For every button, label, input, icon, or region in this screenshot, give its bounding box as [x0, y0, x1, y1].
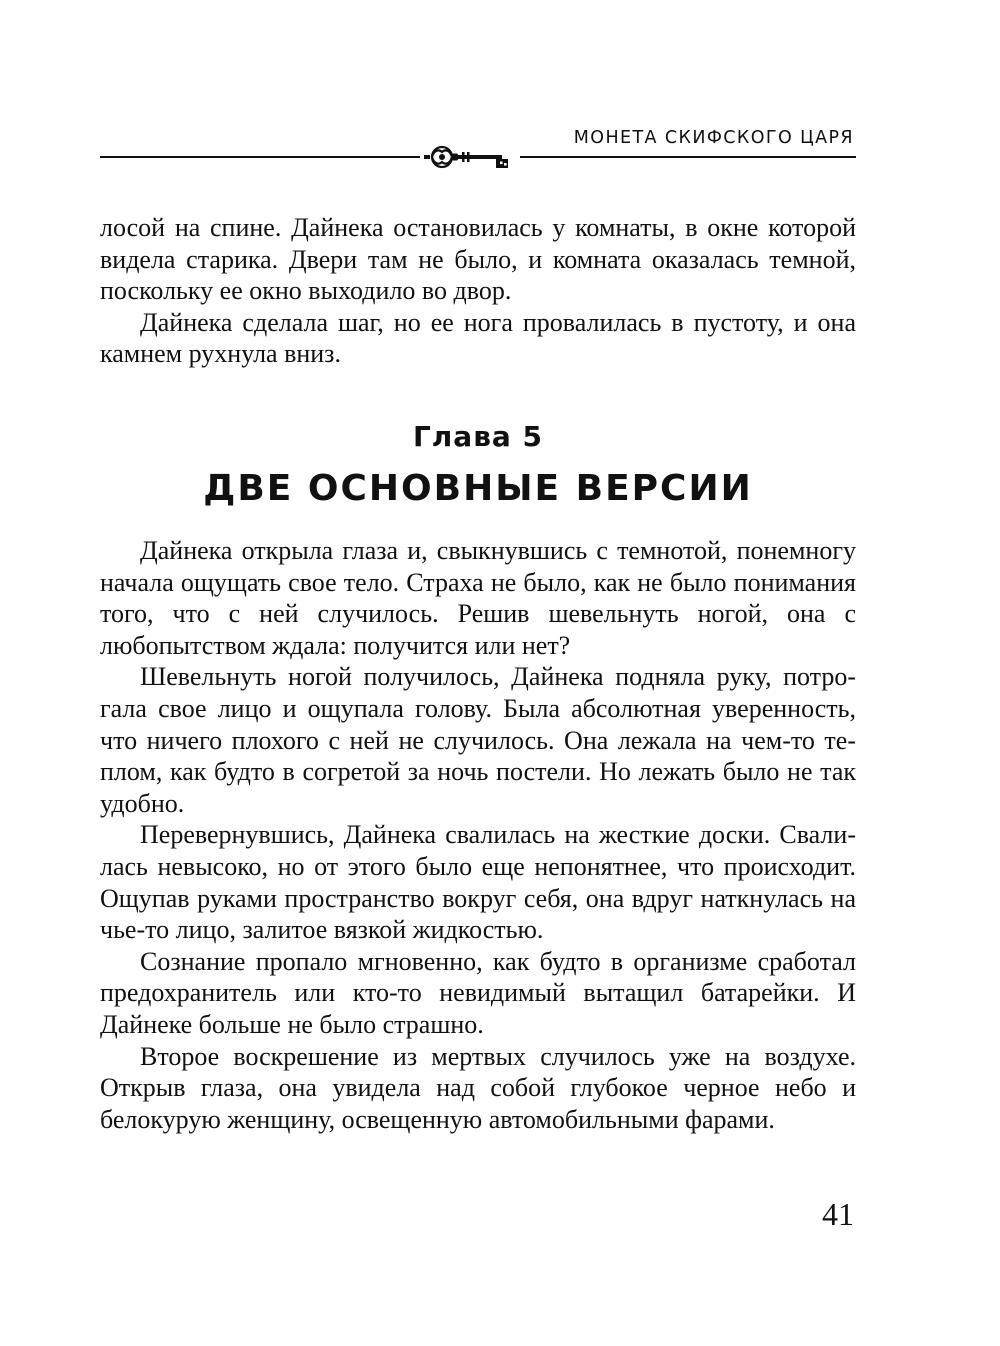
opening-paragraph: лосой на спине. Дайнека остановилась у комнаты, в окне которой видела старика. Двери там не было, и комната оказалась темной, поскольку ее окно выходило во двор. — [100, 213, 856, 306]
opening-text — [100, 212, 856, 370]
key-icon — [420, 141, 520, 175]
body-paragraph: Сознание пропало мгновенно, как будто в организме сработал предохранитель или кто-то невидимый вытащил батарейки. И Дайнеке больше не было страшно. — [100, 946, 856, 1039]
page-number: 41 — [822, 1196, 854, 1232]
chapter-body-text — [100, 535, 856, 1135]
running-header-title: МОНЕТА СКИФСКОГО ЦАРЯ — [573, 128, 854, 148]
body-paragraph: Дайнека открыла глаза и, свыкнувшись с темнотой, понемногу начала ощущать свое тело. Страха не было, как не было понимания того, что с ней случилось. Решив шевельнуть ногой, она с любопытством ждала: получится или нет? — [100, 536, 856, 660]
body-paragraph: Шевельнуть ногой получилось, Дайнека подняла руку, потрогала свое лицо и ощупала голову. Была абсолютная уверенность, что ничего плохого с ней не случилось. Она лежала на чем-то теплом, как будто в согретой за ночь постели. Но лежать было не так удобно. — [100, 662, 856, 818]
body-paragraph: Перевернувшись, Дайнека свалилась на жесткие доски. Свалилась невысоко, но от этого было еще непонятнее, что происходит. Ощупав руками пространство вокруг себя, она вдруг наткнулась на чье-то лицо, залитое вязкой жидкостью. — [100, 820, 856, 945]
chapter-title: ДВЕ ОСНОВНЫЕ ВЕРСИИ — [203, 468, 753, 509]
opening-paragraph: Дайнека сделала шаг, но ее нога провалилась в пустоту, и она камнем рухнула вниз. — [100, 307, 856, 369]
body-paragraph: Второе воскрешение из мертвых случилось уже на воздухе. Открыв глаза, она увидела над собой глубокое черное небо и белокурую женщину, освещенную автомобильными фарами. — [100, 1041, 856, 1134]
chapter-number: Глава 5 — [412, 420, 544, 453]
